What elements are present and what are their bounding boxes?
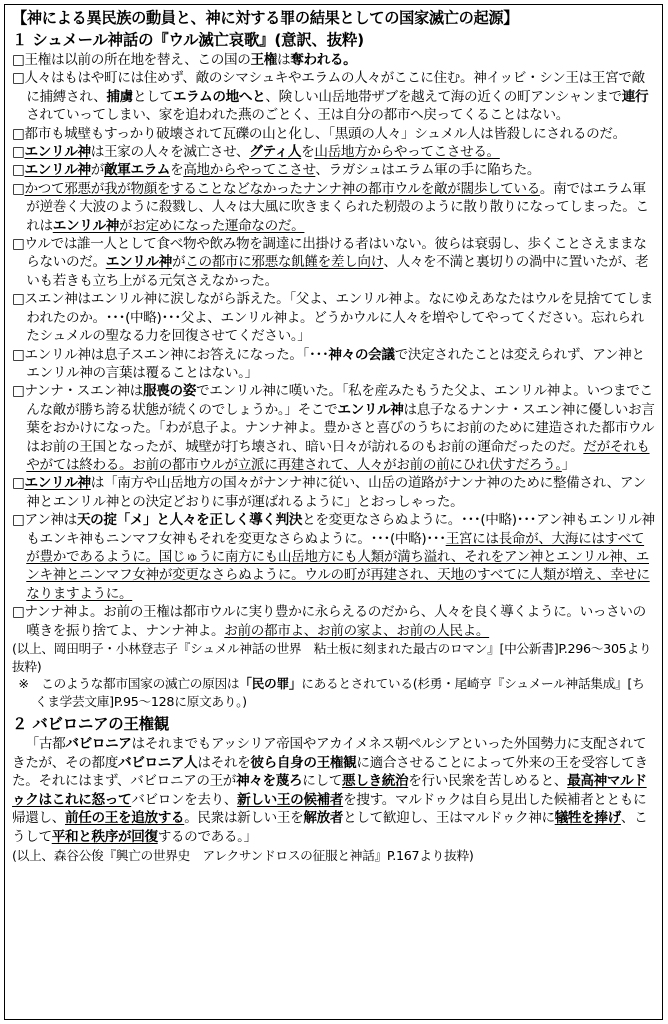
page-title: 【神による異民族の動員と、神に対する罪の結果としての国家滅亡の起源】 (12, 9, 519, 27)
list-item (12, 346, 655, 383)
text-run: だがそれもやがては終わる。お前の都市ウルが立派に再建されて、人々がお前の前にひれ伏すだろう。 (26, 438, 650, 473)
text-run: はそれまでもアッシリア帝国やアカイメネス朝ペルシアといった外国勢力に支配されてきたが、その都度 (12, 736, 647, 771)
section2-quote (12, 735, 655, 847)
text-run: 山岳地方からやってこさせる。 (314, 144, 500, 161)
text-run: 彼ら自身の王権観 (250, 754, 357, 771)
text-run: エラムの地へと (172, 88, 266, 105)
text-run: □王権は以前の所在地を替え、この国の (12, 52, 251, 68)
text-run: □エンリル神は息子スエン神にお答えになった。「･･･ (12, 346, 329, 363)
section1-source: (以上、岡田明子・小林登志子『シュメル神話の世界 粘土板に刻まれた最古のロマン』[中公新書]P.296～305より抜粋) (12, 641, 652, 674)
text-run: 「古都 (25, 736, 66, 752)
text-run: □ (12, 162, 25, 179)
text-run: バビロニア人 (117, 754, 198, 771)
text-run: □ウルでは誰一人として食べ物や飲み物を調達に出掛ける者はいない。彼らは衰弱し、歩くことさえままならないのだ。 (12, 236, 647, 271)
text-run: エンリル神 (52, 217, 119, 234)
list-item (12, 51, 655, 69)
text-run: 天の掟「メ」と人々を正しく導く判決 (76, 512, 303, 529)
list-item (12, 180, 655, 235)
text-run: 神々を蔑ろ (236, 773, 303, 790)
text-run: 前任の王を追放する (64, 810, 185, 827)
text-run: がお定めになった運命なのだ。 (118, 217, 305, 234)
list-item (12, 474, 655, 511)
text-run: を (170, 162, 184, 179)
text-run: が (90, 162, 104, 179)
text-run: が (171, 254, 186, 271)
text-run: に適合させることによって外来の王を受容してきた。それにはまず、バビロニアの王が (12, 754, 648, 790)
text-run: 犠牲を捧げ (554, 810, 621, 827)
text-run: として (133, 88, 173, 105)
text-run: 平和と秩序が回復 (51, 828, 158, 845)
text-run: 」 (561, 456, 576, 473)
text-run: を (301, 144, 315, 161)
text-run: 、ラガシュはエラム軍の手に陥ちた。 (315, 162, 541, 179)
text-run: □人々はもはや町には住めず、敵のシマシュキやエラムの人々がここに住む。神イッビ・シン王は王宮で敵に捕縛され、 (12, 70, 645, 105)
text-run: バビロンを去り、 (131, 791, 238, 808)
text-run: 高地からやってこさせ (183, 162, 316, 179)
text-run: されていってしまい、家を追われた燕のごとく、王は自分の都市へ戻ってくることはない。 (26, 107, 569, 124)
text-run: 奪われる。 (290, 52, 357, 68)
text-run: 新しい王の候補者 (237, 791, 344, 808)
text-run: 王権 (250, 52, 277, 68)
text-run: でエンリル神に嘆いた。「私を産みたもうた父よ、エンリル神よ。いつまでこんな敵が勝ち誇る状態が続くのでしょうか。」そこで (26, 383, 653, 418)
text-run: 「民の罪」 (239, 676, 302, 691)
list-item (12, 603, 655, 640)
section1-heading: １ シュメール神話の『ウル滅亡哀歌』(意訳、抜粋) (12, 31, 364, 49)
text-run: 、険しい山岳地帯ザブを越えて海の近くの町アンシャンまで (265, 88, 622, 105)
section2-heading: ２ バビロニアの王権観 (12, 715, 170, 733)
list-item (12, 511, 655, 603)
text-run: 、人々を不満と裏切りの渦中に置いたが、老いも若きも立ち上がる元気さえなかった。 (26, 254, 649, 289)
text-run: エンリル神 (24, 475, 91, 492)
text-run: はそれを (197, 754, 251, 771)
text-run: 捕虜 (106, 88, 134, 105)
text-run: 。民衆は新しい王を (184, 810, 304, 827)
text-run: □アン神は (12, 512, 77, 529)
text-run: この都市に邪悪な飢饉を差し向け (185, 254, 384, 271)
list-item (12, 69, 655, 124)
text-run: は (276, 52, 291, 68)
text-run: 、こうして (12, 810, 648, 845)
text-run: □都市も城壁もすっかり破壊されて瓦礫の山と化し、「黒頭の人々」シュメル人は皆殺しにされるのだ。 (12, 125, 626, 142)
text-run: エンリル神 (24, 144, 91, 161)
text-run: エンリル神 (337, 401, 404, 418)
text-run: は王家の人々を滅亡させ、 (90, 144, 250, 161)
text-run: かつて邪悪が我が物顔をすることなどなかったナンナ神の都市ウルを敵が闊歩している (24, 180, 540, 197)
section2-source: (以上、森谷公俊『興亡の世界史 アレクサンドロスの征服と神話』P.167より抜粋) (12, 847, 474, 863)
text-run: ※ このような都市国家の滅亡の原因は (18, 676, 240, 691)
text-run: 神々の会議 (328, 346, 395, 363)
list-item (12, 125, 655, 143)
text-run: 敵軍エラム (103, 162, 171, 179)
text-run: お前の都市よ、お前の家よ、お前の人民よ。 (224, 622, 490, 639)
text-run: 解放者 (303, 810, 344, 827)
text-run: にして (302, 773, 343, 790)
text-run: バビロニア (65, 736, 132, 752)
text-run: グティ人 (249, 144, 302, 161)
text-run: □ナンナ・スエン神は (12, 383, 144, 400)
text-run: 王宮には長命が、大海にはすべてが豊かであるように。国じゅうに南方にも山岳地方にも人類が満ち溢れ、それをアン神とエンリル神、エンキ神とニンマフ女神が変更なさらぬように。ウルの町が再建され、天地のすべてに人類が増え、幸せになりますように。 (26, 530, 650, 602)
text-run: で決定されたことは変えられず、アン神とエンリル神の言葉は覆ることはない。」 (26, 346, 645, 381)
list-item (12, 290, 655, 345)
text-run: とを変更なさらぬように。･･･(中略)･･･アン神もエンリル神もエンキ神もニンマフ女神もそれを変更なさらぬように。･･･(中略)･･･ (26, 512, 655, 547)
text-run: として歓迎し、王はマルドゥク神に (343, 810, 555, 827)
text-run: □ (12, 180, 25, 197)
text-run: 悪しき統治 (342, 773, 409, 790)
text-run: するのである。」 (157, 828, 257, 845)
list-item (12, 235, 655, 290)
list-item (12, 382, 655, 474)
text-run: 連行 (621, 88, 649, 105)
text-run: を捜す。マルドゥクは自ら見出した候補者とともに帰還し、 (12, 791, 647, 827)
text-run: □ (12, 144, 25, 161)
text-run: 最高神マルドゥクはこれに怒って (12, 773, 647, 808)
list-item (12, 143, 655, 161)
text-run: を行い民衆を苦しめると、 (408, 773, 568, 790)
text-run: □ (12, 475, 25, 492)
text-run: 服喪の姿 (143, 383, 196, 400)
text-run: エンリル神 (105, 254, 172, 271)
text-run: は息子なるナンナ・スエン神に優しいお言葉をおかけになった。「わが息子よ。ナンナ神よ。豊かさと喜びのうちにお前のために建造された都市ウルはお前の王国となったが、城壁が打ち壊され、暗い日々が訪れるのもお前の運命だったのだ。 (26, 401, 655, 455)
text-run: 。南ではエラム軍が逆巻く大波のように殺戮し、人々は大風に吹きまくられた籾殻のように散り散りになってしまった。これは (26, 180, 649, 234)
text-run: □スエン神はエンリル神に涙しながら訴えた。「父よ、エンリル神よ。なにゆえあなたはウルを見捨ててしまわれたのか。･･･(中略)･･･父よ、エンリル神よ。どうかウルに人々を増やしてやってください。忘れられたシュメルの聖なる力を回復させてください。」 (12, 291, 653, 345)
section1-items (12, 51, 655, 640)
text-run: □ナンナ神よ。お前の王権は都市ウルに実り豊かに永らえるのだから、人々を良く導くように。いっさいの嘆きを振り捨てよ、ナンナ神よ。 (12, 604, 646, 639)
text-run: にあるとされている(杉勇・尾崎亨『シュメール神話集成』[ちくま学芸文庫]P.95～128に原文あり。) (34, 676, 645, 709)
document-frame (4, 4, 663, 1020)
text-run: は「南方や山岳地方の国々がナンナ神に従い、山岳の道路がナンナ神のために整備され、アン神とエンリル神との決定どおりに事が運ばれるように」とおっしゃった。 (26, 475, 646, 510)
text-run: エンリル神 (24, 162, 91, 179)
list-item (12, 161, 655, 179)
section1-note (12, 675, 655, 710)
